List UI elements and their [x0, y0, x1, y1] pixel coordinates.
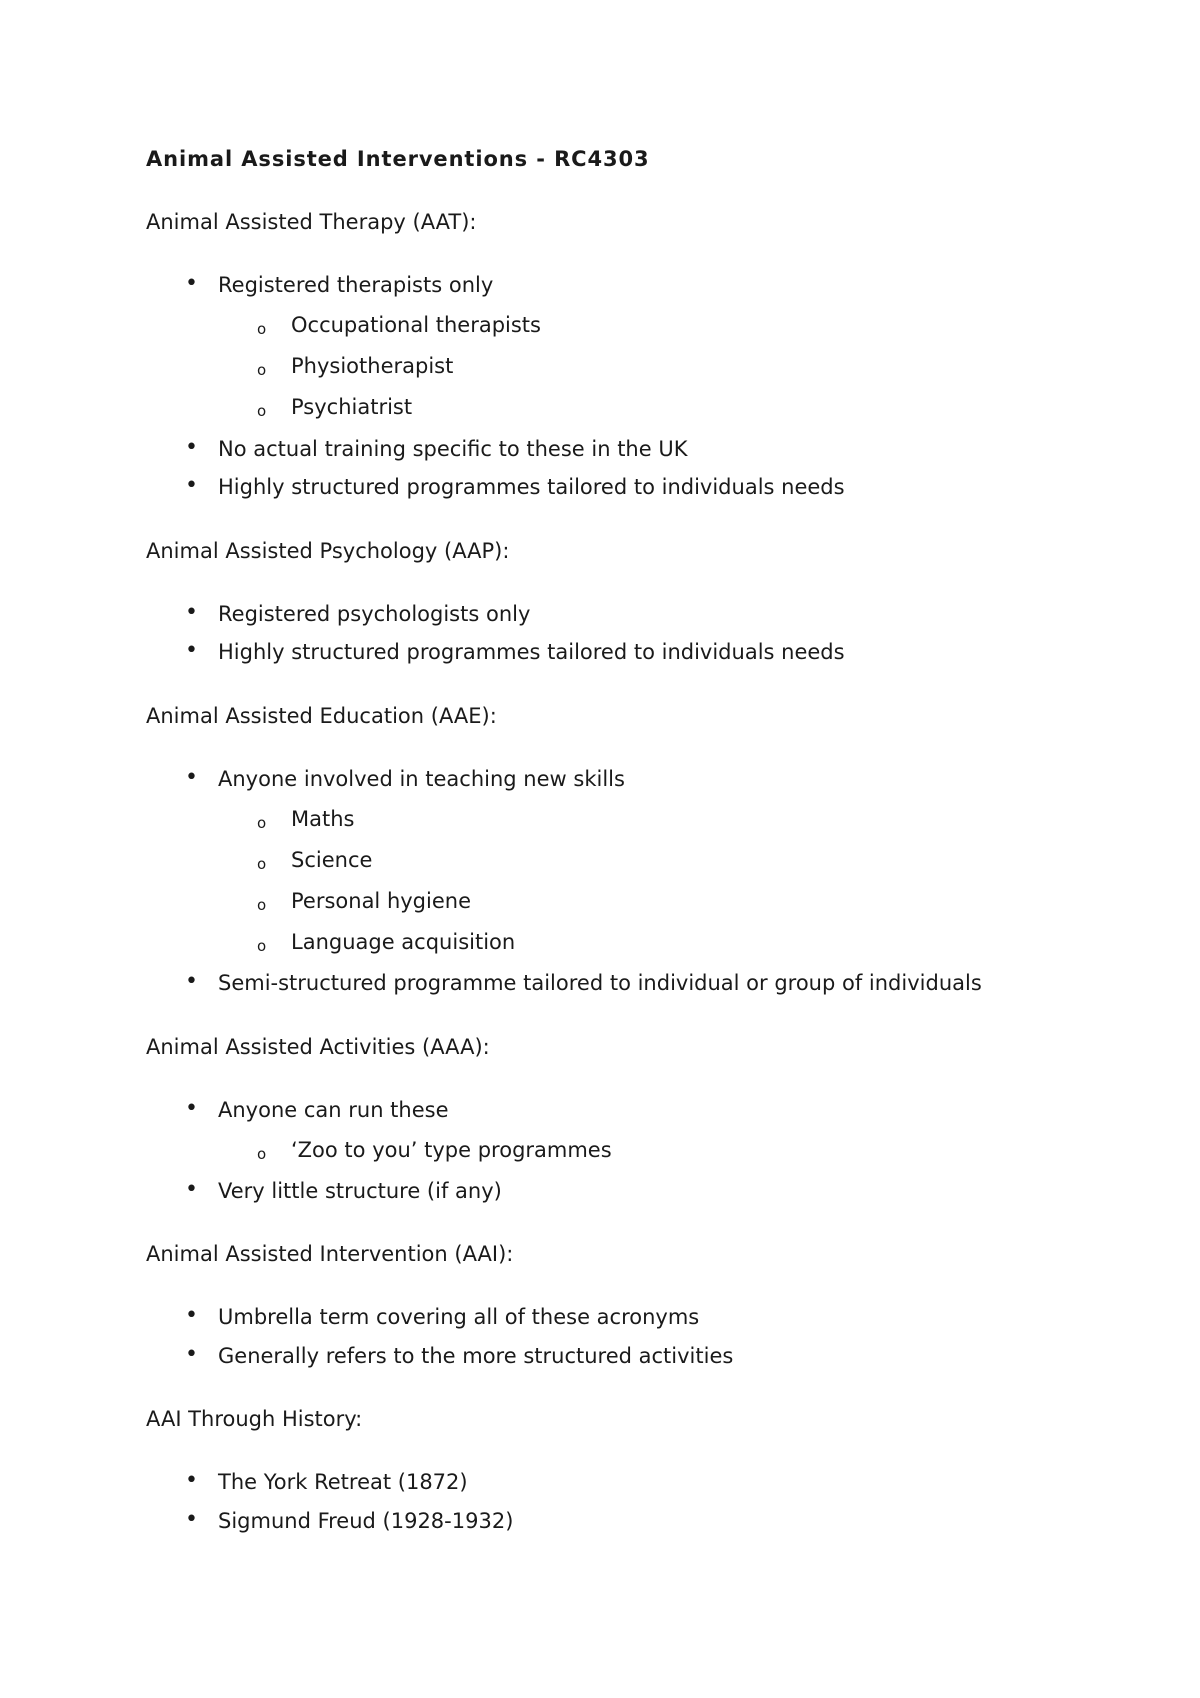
list-item-text: Generally refers to the more structured activities: [218, 1344, 734, 1368]
bullet-icon: •: [185, 1177, 198, 1202]
sub-bullet-icon: o: [257, 814, 267, 832]
list-item-text: Physiotherapist: [291, 354, 454, 378]
list-item-text: The York Retreat (1872): [218, 1470, 468, 1494]
sub-bullet-icon: o: [257, 361, 267, 379]
bullet-icon: •: [185, 1468, 198, 1493]
list-item: [185, 1302, 700, 1332]
list-item: [185, 1176, 502, 1206]
bullet-icon: •: [185, 435, 198, 460]
bullet-icon: •: [185, 1096, 198, 1121]
list-item-text: Language acquisition: [291, 930, 516, 954]
list-item-text: Psychiatrist: [291, 395, 413, 419]
sub-bullet-icon: o: [257, 1145, 267, 1163]
section-heading-history: AAI Through History:: [146, 1407, 363, 1431]
list-item-text: Highly structured programmes tailored to individuals needs: [218, 475, 845, 499]
list-item-text: Registered psychologists only: [218, 602, 531, 626]
sub-bullet-icon: o: [257, 402, 267, 420]
sub-list-item: [257, 845, 373, 875]
bullet-icon: •: [185, 271, 198, 296]
sub-list-item: [257, 310, 541, 340]
list-item-text: Anyone involved in teaching new skills: [218, 767, 625, 791]
list-item-text: Registered therapists only: [218, 273, 494, 297]
sub-list-item: [257, 1135, 612, 1165]
bullet-icon: •: [185, 1342, 198, 1367]
sub-bullet-icon: o: [257, 320, 267, 338]
list-item-text: Very little structure (if any): [218, 1179, 502, 1203]
list-item: [185, 1095, 449, 1125]
sub-list-item: [257, 927, 516, 957]
list-item-text: Maths: [291, 807, 355, 831]
section-heading-aaa: Animal Assisted Activities (AAA):: [146, 1035, 490, 1059]
list-item: [185, 599, 531, 629]
list-item-text: Highly structured programmes tailored to individuals needs: [218, 640, 845, 664]
list-item-text: Sigmund Freud (1928-1932): [218, 1509, 514, 1533]
list-item: [185, 764, 625, 794]
list-item: [185, 637, 845, 667]
sub-bullet-icon: o: [257, 896, 267, 914]
list-item: [185, 1467, 468, 1497]
sub-list-item: [257, 392, 413, 422]
sub-bullet-icon: o: [257, 855, 267, 873]
sub-list-item: [257, 886, 471, 916]
sub-bullet-icon: o: [257, 937, 267, 955]
list-item-text: Umbrella term covering all of these acronyms: [218, 1305, 700, 1329]
list-item-text: No actual training specific to these in the UK: [218, 437, 688, 461]
list-item-text: Occupational therapists: [291, 313, 541, 337]
section-heading-aae: Animal Assisted Education (AAE):: [146, 704, 497, 728]
bullet-icon: •: [185, 473, 198, 498]
list-item: [185, 472, 845, 502]
section-heading-aai: Animal Assisted Intervention (AAI):: [146, 1242, 514, 1266]
list-item: [185, 1506, 514, 1536]
section-heading-aat: Animal Assisted Therapy (AAT):: [146, 210, 477, 234]
list-item: [185, 1341, 734, 1371]
list-item-text: Anyone can run these: [218, 1098, 449, 1122]
list-item-text: ‘Zoo to you’ type programmes: [291, 1138, 612, 1162]
bullet-icon: •: [185, 1303, 198, 1328]
section-heading-aap: Animal Assisted Psychology (AAP):: [146, 539, 510, 563]
bullet-icon: •: [185, 765, 198, 790]
bullet-icon: •: [185, 1507, 198, 1532]
list-item: [185, 270, 494, 300]
list-item: [185, 968, 982, 998]
bullet-icon: •: [185, 600, 198, 625]
bullet-icon: •: [185, 969, 198, 994]
list-item: [185, 434, 688, 464]
bullet-icon: •: [185, 638, 198, 663]
list-item-text: Science: [291, 848, 373, 872]
sub-list-item: [257, 351, 454, 381]
list-item-text: Personal hygiene: [291, 889, 471, 913]
list-item-text: Semi-structured programme tailored to individual or group of individuals: [218, 971, 982, 995]
sub-list-item: [257, 804, 355, 834]
document-title: Animal Assisted Interventions - RC4303: [146, 147, 650, 171]
